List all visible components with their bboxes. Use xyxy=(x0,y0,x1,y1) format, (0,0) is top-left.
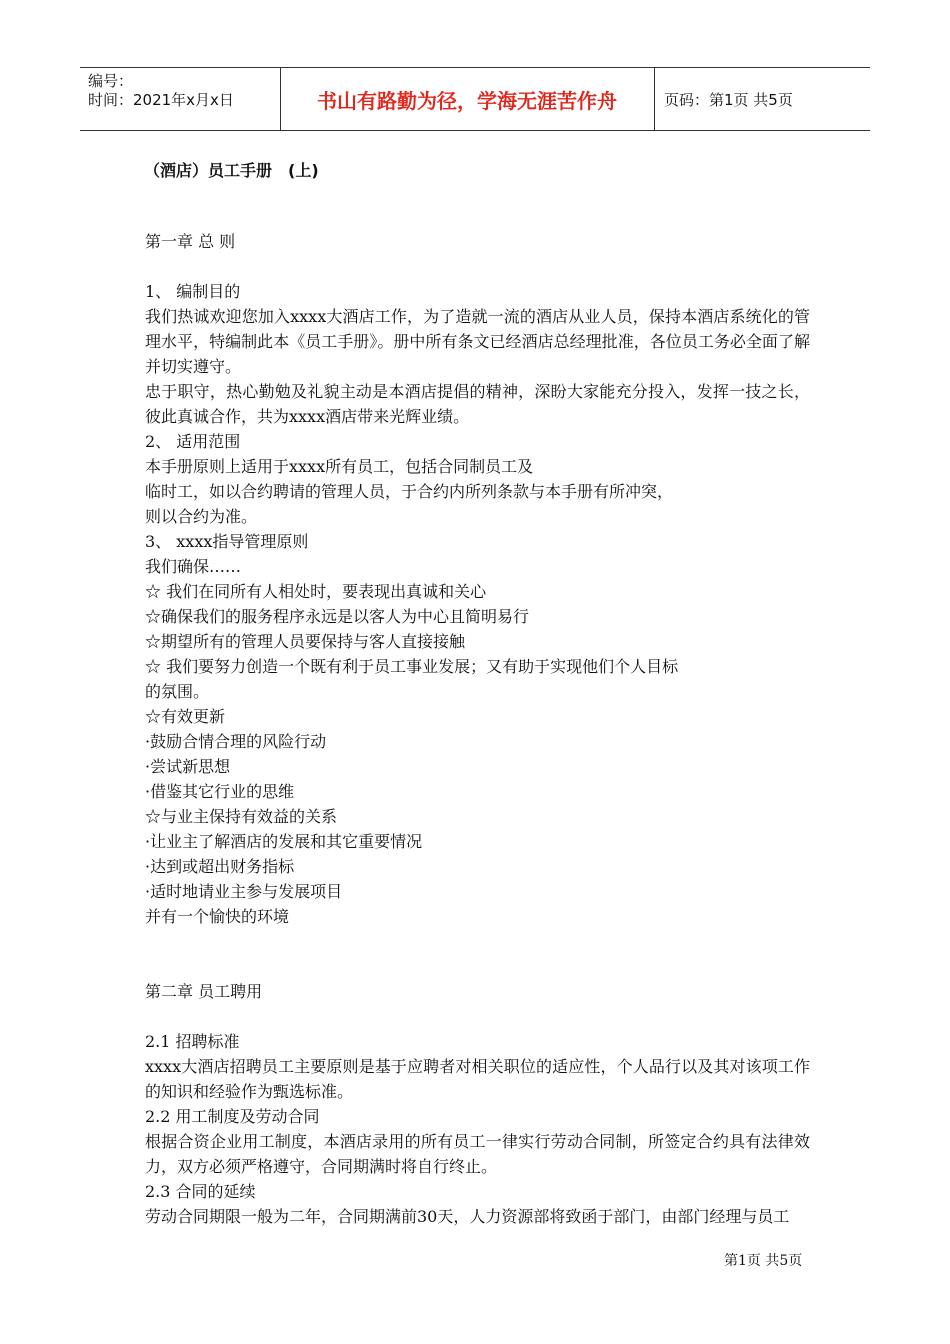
section-heading: 3、 xxxx指导管理原则 xyxy=(145,532,309,551)
text-line: 我们确保…… xyxy=(145,557,242,576)
text-line: 临时工，如以合约聘请的管理人员，于合约内所列条款与本手册有所冲突， xyxy=(145,482,674,501)
list-item: ·让业主了解酒店的发展和其它重要情况 xyxy=(145,832,423,851)
number-label: 编号： xyxy=(88,72,134,90)
list-item: ☆与业主保持有效益的关系 xyxy=(145,807,338,826)
list-item: ·适时地请业主参与发展项目 xyxy=(145,882,343,901)
document-title: （酒店）员工手册 (上) xyxy=(144,161,319,180)
header-motto: 书山有路勤为径，学海无涯苦作舟 xyxy=(317,88,617,113)
text-line: 本手册原则上适用于xxxx所有员工，包括合同制员工及 xyxy=(145,457,534,476)
section-heading: 2、 适用范围 xyxy=(145,432,241,451)
paragraph: 我们热诚欢迎您加入xxxx大酒店工作，为了造就一流的酒店从业人员，保持本酒店系统化的管理水平，特编制此本《员工手册》。册中所有条文已经酒店总经理批准，各位员工务必全面了解并切实遵守。 xyxy=(145,307,810,376)
document-body xyxy=(145,229,810,1229)
chapter-heading: 第一章 总 则 xyxy=(145,232,236,251)
list-item: ·鼓励合情合理的风险行动 xyxy=(145,732,327,751)
section-heading: 2.2 用工制度及劳动合同 xyxy=(145,1107,320,1126)
text-line: 劳动合同期限一般为二年，合同期满前30天，人力资源部将致函于部门，由部门经理与员工 xyxy=(145,1207,790,1226)
list-item: ☆期望所有的管理人员要保持与客人直接接触 xyxy=(145,632,466,651)
list-item: ·借鉴其它行业的思维 xyxy=(145,782,295,801)
header-divider xyxy=(654,68,655,130)
time-label: 时间：2021年x月x日 xyxy=(88,91,234,109)
text-line: 则以合约为准。 xyxy=(145,507,258,526)
list-item: ☆确保我们的服务程序永远是以客人为中心且简明易行 xyxy=(145,607,530,626)
section-heading: 1、 编制目的 xyxy=(145,282,241,301)
header-left-cell xyxy=(88,72,234,110)
chapter-heading: 第二章 员工聘用 xyxy=(145,982,263,1001)
list-item: ☆有效更新 xyxy=(145,707,226,726)
header-table xyxy=(80,67,870,131)
list-item: ·达到或超出财务指标 xyxy=(145,857,295,876)
paragraph: 忠于职守，热心勤勉及礼貌主动是本酒店提倡的精神，深盼大家能充分投入，发挥一技之长，彼此真诚合作，共为xxxx酒店带来光辉业绩。 xyxy=(145,382,810,426)
header-page-label: 页码：第1页 共5页 xyxy=(664,90,793,109)
list-item: ·尝试新思想 xyxy=(145,757,231,776)
section-heading: 2.1 招聘标准 xyxy=(145,1032,240,1051)
paragraph: xxxx大酒店招聘员工主要原则是基于应聘者对相关职位的适应性，个人品行以及其对该项工作的知识和经验作为甄选标准。 xyxy=(145,1057,810,1101)
list-item: ☆ 我们在同所有人相处时，要表现出真诚和关心 xyxy=(145,582,487,601)
paragraph: 根据合资企业用工制度，本酒店录用的所有员工一律实行劳动合同制，所签定合约具有法律效力，双方必须严格遵守，合同期满时将自行终止。 xyxy=(145,1132,810,1176)
text-line: 的氛围。 xyxy=(145,682,210,701)
text-line: 并有一个愉快的环境 xyxy=(145,907,290,926)
section-heading: 2.3 合同的延续 xyxy=(145,1182,256,1201)
list-item: ☆ 我们要努力创造一个既有利于员工事业发展；又有助于实现他们个人目标 xyxy=(145,657,679,676)
footer-page-label: 第1页 共5页 xyxy=(724,1253,803,1269)
